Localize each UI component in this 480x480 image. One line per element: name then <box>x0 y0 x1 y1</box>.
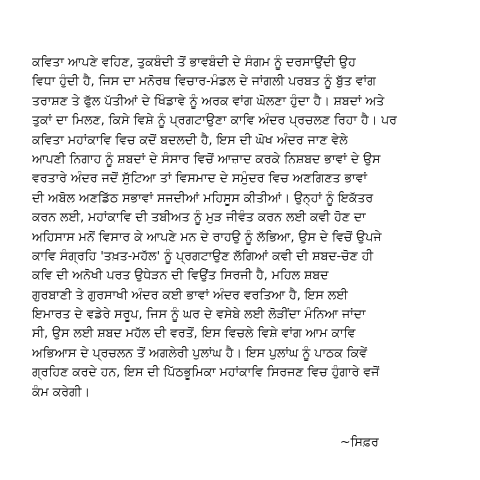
paragraph-line-13: ਗੁਰਬਾਣੀ ਤੇ ਗੁਰਸਾਖੀ ਅੰਦਰ ਕਈ ਭਾਵਾਂ ਅੰਦਰ ਵਰਤਿਆ ਹੈ, ਇਸ ਲਈ <box>32 286 348 302</box>
paragraph-line-2: ਵਿਧਾ ਹੁੰਦੀ ਹੈ, ਜਿਸ ਦਾ ਮਨੋਰਥ ਵਿਚਾਰ-ਮੰਡਲ ਦੇ ਜਾਂਗਲੀ ਪਰਬਤ ਨੂੰ ਬੁੱਤ ਵਾਂਗ <box>32 73 376 89</box>
paragraph-line-7: ਵਰਤਾਰੇ ਅੰਦਰ ਜਦੋਂ ਸੁੱਟਿਆ ਤਾਂ ਵਿਸਮਾਦ ਦੇ ਸਮੁੰਦਰ ਵਿਚ ਅਣਗਿਣਤ ਭਾਵਾਂ <box>32 170 368 186</box>
paragraph-line-12: ਕਵਿ ਦੀ ਅਨੋਖੀ ਪਰਤ ਉਧੇੜਨ ਦੀ ਵਿਉਂਤ ਸਿਰਜੀ ਹੈ, ਮਹਿਲ ਸ਼ਬਦ <box>32 267 329 283</box>
paragraph-line-8: ਦੀ ਅਬੋਲ ਅਣਡਿੱਠ ਸਭਾਵਾਂ ਸਜਦੀਆਂ ਮਹਿਸੂਸ ਕੀਤੀਆਂ। ਉਨ੍ਹਾਂ ਨੂੰ ਇਕੱਤਰ <box>32 189 374 205</box>
paragraph-line-14: ਇਮਾਰਤ ਦੇ ਵਡੇਰੇ ਸਰੂਪ, ਜਿਸ ਨੂੰ ਘਰ ਦੇ ਵਸੇਬੇ ਲਈ ਲੋੜੀਂਦਾ ਮੰਨਿਆ ਜਾਂਦਾ <box>32 306 366 322</box>
paragraph-line-9: ਕਰਨ ਲਈ, ਮਹਾਂਕਾਵਿ ਦੀ ਤਬੀਅਤ ਨੂੰ ਮੁੜ ਜੀਵੰਤ ਕਰਨ ਲਈ ਕਵੀ ਹੋਣ ਦਾ <box>32 209 366 225</box>
body-paragraph <box>32 52 462 401</box>
paragraph-line-11: ਕਾਵਿ ਸੰਗ੍ਰਹਿ 'ਤਖ਼ਤ-ਮਹੱਲ' ਨੂੰ ਪ੍ਰਗਟਾਉਣ ਲੱਗਿਆਂ ਕਵੀ ਦੀ ਸ਼ਬਦ-ਚੋਣ ਹੀ <box>32 247 374 263</box>
paragraph-line-16: ਅਭਿਆਸ ਦੇ ਪ੍ਰਚਲਨ ਤੋਂ ਅਗਲੇਰੀ ਪੁਲਾਂਘ ਹੈ। ਇਸ ਪੁਲਾਂਘ ਨੂੰ ਪਾਠਕ ਕਿਵੇਂ <box>32 344 368 360</box>
paragraph-line-6: ਆਪਣੀ ਨਿਗਾਹ ਨੂੰ ਸ਼ਬਦਾਂ ਦੇ ਸੰਸਾਰ ਵਿਚੋਂ ਆਜ਼ਾਦ ਕਰਕੇ ਨਿਸ਼ਬਦ ਭਾਵਾਂ ਦੇ ਉਸ <box>32 150 381 166</box>
paragraph-line-3: ਤਰਾਸ਼ਣ ਤੇ ਫੁੱਲ ਪੱਤੀਆਂ ਦੇ ਖਿੰਡਾਵੇ ਨੂੰ ਅਰਕ ਵਾਂਗ ਘੋਲਣਾ ਹੁੰਦਾ ਹੈ। ਸ਼ਬਦਾਂ ਅਤੇ <box>32 92 385 108</box>
paragraph-line-10: ਅਹਿਸਾਸ ਮਨੋਂ ਵਿਸਾਰ ਕੇ ਆਪਣੇ ਮਨ ਦੇ ਰਾਹਉ ਨੂੰ ਲੱਭਿਆ, ਉਸ ਦੇ ਵਿਚੋਂ ਉਪਜੇ <box>32 228 382 244</box>
paragraph-line-1: ਕਵਿਤਾ ਆਪਣੇ ਵਹਿਣ, ਤੁਕਬੰਦੀ ਤੋਂ ਭਾਵਬੰਦੀ ਦੇ ਸੰਗਮ ਨੂੰ ਦਰਸਾਉਂਦੀ ਉਹ <box>32 54 356 69</box>
paragraph-line-4: ਤੁਕਾਂ ਦਾ ਮਿਲਣ, ਕਿਸੇ ਵਿਸ਼ੇ ਨੂੰ ਪ੍ਰਗਟਾਉਣਾ ਕਾਵਿ ਅੰਦਰ ਪ੍ਰਚਲਣ ਰਿਹਾ ਹੈ। ਪਰ <box>32 112 397 128</box>
paragraph-line-18: ਕੰਮ ਕਰੇਗੀ। <box>32 383 90 399</box>
paragraph-line-5: ਕਵਿਤਾ ਮਹਾਂਕਾਵਿ ਵਿਚ ਕਦੋਂ ਬਦਲਦੀ ਹੈ, ਇਸ ਦੀ ਘੋਖ ਅੰਦਰ ਜਾਣ ਵੇਲੇ <box>32 131 348 147</box>
author-signature: ~ਸਿਫ਼ਰ <box>340 434 379 449</box>
paragraph-line-15: ਸੀ, ਉਸ ਲਈ ਸ਼ਬਦ ਮਹੱਲ ਦੀ ਵਰਤੋਂ, ਇਸ ਵਿਚਲੇ ਵਿਸ਼ੇ ਵਾਂਗ ਆਮ ਕਾਵਿ <box>32 325 356 341</box>
paragraph-line-17: ਗ੍ਰਹਿਣ ਕਰਦੇ ਹਨ, ਇਸ ਦੀ ਪਿੱਠਭੂਮਿਕਾ ਮਹਾਂਕਾਵਿ ਸਿਰਜਣ ਵਿਚ ਹੁੰਗਾਰੇ ਵਜੋਂ <box>32 364 380 380</box>
